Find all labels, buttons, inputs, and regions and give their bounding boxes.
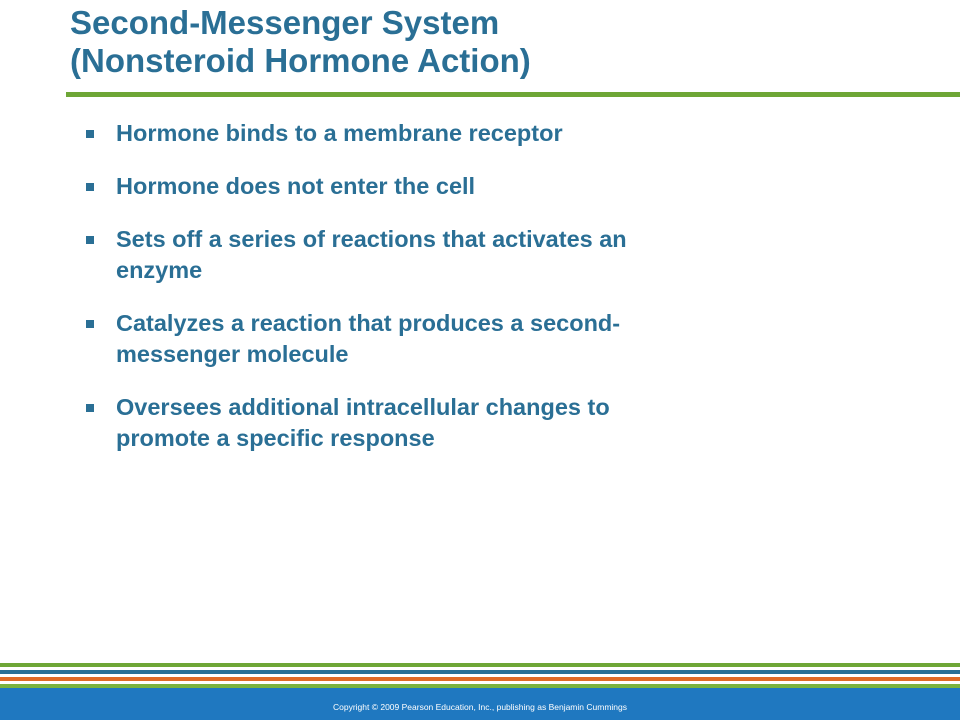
bullet-text-line-1: Hormone does not enter the cell — [116, 173, 476, 199]
bullet-text-line-1: Sets off a series of reactions that activates an — [116, 226, 627, 252]
square-bullet-icon — [86, 130, 94, 138]
footer-bar — [0, 688, 960, 720]
bullet-text-line-1: Catalyzes a reaction that produces a second- — [116, 310, 621, 336]
bullet-item — [86, 171, 846, 202]
bullet-list — [86, 118, 846, 476]
footer-stripe-blue — [0, 670, 960, 674]
bullet-item — [86, 224, 846, 286]
title-line-2: (Nonsteroid Hormone Action) — [70, 42, 531, 79]
bullet-text-line-2: enzyme — [116, 257, 203, 283]
bullet-item — [86, 392, 846, 454]
footer-stripe-green — [0, 663, 960, 667]
footer-stripe-orange — [0, 677, 960, 681]
bullet-text-line-2: messenger molecule — [116, 341, 349, 367]
square-bullet-icon — [86, 404, 94, 412]
bullet-text-line-1: Hormone binds to a membrane receptor — [116, 120, 563, 146]
bullet-text-line-2: promote a specific response — [116, 425, 435, 451]
title-line-1: Second-Messenger System — [70, 4, 500, 41]
square-bullet-icon — [86, 183, 94, 191]
slide-title — [70, 4, 930, 80]
bullet-item — [86, 118, 846, 149]
square-bullet-icon — [86, 320, 94, 328]
bullet-text-line-1: Oversees additional intracellular changes to — [116, 394, 610, 420]
bullet-item — [86, 308, 846, 370]
square-bullet-icon — [86, 236, 94, 244]
title-divider — [66, 92, 960, 97]
copyright-text: Copyright © 2009 Pearson Education, Inc., publishing as Benjamin Cummings — [332, 702, 627, 712]
